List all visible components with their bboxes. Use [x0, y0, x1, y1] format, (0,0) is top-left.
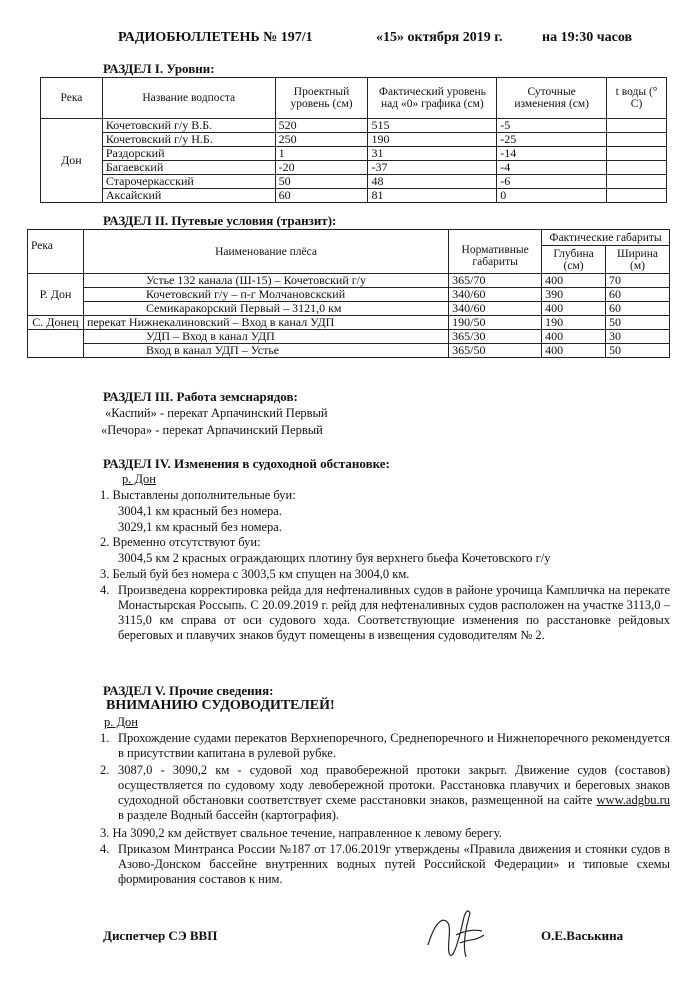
width-cell: 60 — [606, 302, 670, 316]
temp-cell — [607, 175, 667, 189]
bulletin-time: на 19:30 часов — [542, 30, 633, 45]
table-row — [41, 161, 667, 175]
section4-title: РАЗДЕЛ IV. Изменения в судоходной обстановке: — [103, 456, 390, 471]
col-norm: Нормативные габариты — [449, 230, 542, 274]
s5-item-4: Приказом Минтранса России №187 от 17.06.2019г утверждены «Правила движения и стоянки судов в Азово-Донском бассейне внутренних водных путей Российской Федерации» и типовые схемы формирования составов к ним. — [118, 842, 670, 886]
table-row — [28, 274, 670, 288]
s4-item-3: 3. Белый буй без номера с 3003,5 км спущен на 3004,0 км. — [100, 567, 410, 581]
s4-item-1: 1. Выставлены дополнительные буи: — [100, 488, 296, 502]
col-fact: Фактический уровень над «0» графика (см) — [368, 78, 497, 119]
col-reach: Наименование плёса — [83, 230, 448, 274]
fact-cell: 515 — [368, 119, 497, 133]
post-cell: Аксайский — [102, 189, 275, 203]
river-cell: Дон — [41, 119, 103, 203]
s5-item-2-num: 2. — [100, 763, 110, 777]
fact-cell: 48 — [368, 175, 497, 189]
river-cell: С. Донец — [28, 316, 84, 330]
table-row — [41, 119, 667, 133]
proj-cell: 60 — [275, 189, 368, 203]
transit-table — [27, 229, 670, 358]
signer-name: О.Е.Васькина — [541, 928, 624, 943]
change-cell: 0 — [497, 189, 607, 203]
s4-item-1b: 3029,1 км красный без номера. — [118, 520, 282, 534]
change-cell: -5 — [497, 119, 607, 133]
river-label: р. Дон — [104, 715, 138, 729]
levels-table — [40, 77, 667, 203]
transit-header-row — [28, 230, 670, 246]
dispatcher-label: Диспетчер СЭ ВВП — [103, 928, 218, 943]
s5-item-2-text: 3087,0 - 3090,2 км - судовой ход правобережной протоки закрыт. Движение судов (составов) осуществляется по судовому ходу левобережной протоки. Расстановка плавучих и береговых знаков судоходной обстановки соответствует схеме расстановки знаков, размещенной на сайте — [118, 763, 670, 807]
river-cell-empty — [28, 344, 84, 358]
s5-item-1-num: 1. — [100, 731, 110, 745]
post-cell: Кочетовский г/у В.Б. — [102, 119, 275, 133]
change-cell: -14 — [497, 147, 607, 161]
table-row — [41, 189, 667, 203]
width-cell: 50 — [606, 316, 670, 330]
s5-item-4-num: 4. — [100, 842, 110, 856]
section5-river — [104, 715, 138, 730]
col-river: Река — [28, 230, 84, 274]
section2-title: РАЗДЕЛ II. Путевые условия (транзит): — [103, 213, 337, 228]
bulletin-date: «15» октября 2019 г. — [376, 30, 503, 45]
width-cell: 70 — [606, 274, 670, 288]
section4-river — [122, 472, 156, 487]
dredger-line-2: «Печора» - перекат Арпачинский Первый — [101, 423, 323, 437]
table-row — [28, 288, 670, 302]
temp-cell — [607, 133, 667, 147]
col-proj: Проектный уровень (см) — [275, 78, 368, 119]
depth-cell: 400 — [542, 344, 606, 358]
table-row — [41, 175, 667, 189]
fact-cell: 81 — [368, 189, 497, 203]
fact-cell: 190 — [368, 133, 497, 147]
depth-cell: 390 — [542, 288, 606, 302]
col-temp: t воды (° С) — [607, 78, 667, 119]
attention-heading: ВНИМАНИЮ СУДОВОДИТЕЛЕЙ! — [106, 698, 335, 713]
section1-title: РАЗДЕЛ I. Уровни: — [103, 61, 215, 76]
depth-cell: 190 — [542, 316, 606, 330]
reach-cell: УДП – Вход в канал УДП — [83, 330, 448, 344]
proj-cell: 520 — [275, 119, 368, 133]
col-river: Река — [41, 78, 103, 119]
table-row — [41, 133, 667, 147]
s5-item-3: 3. На 3090,2 км действует свальное течение, направленное к левому берегу. — [100, 826, 502, 840]
width-cell: 50 — [606, 344, 670, 358]
levels-header-row — [41, 78, 667, 119]
norm-cell: 365/50 — [449, 344, 542, 358]
change-cell: -6 — [497, 175, 607, 189]
temp-cell — [607, 189, 667, 203]
reach-cell: Устье 132 канала (Ш-15) – Кочетовский г/у — [83, 274, 448, 288]
table-row — [41, 147, 667, 161]
col-width: Ширина (м) — [606, 246, 670, 274]
col-actual: Фактические габариты — [542, 230, 670, 246]
change-cell: -25 — [497, 133, 607, 147]
width-cell: 30 — [606, 330, 670, 344]
s5-item-2 — [118, 763, 670, 823]
change-cell: -4 — [497, 161, 607, 175]
river-label: р. Дон — [122, 472, 156, 486]
fact-cell: 31 — [368, 147, 497, 161]
adgbu-link[interactable]: www.adgbu.ru — [596, 793, 670, 807]
reach-cell: перекат Нижнекалиновский – Вход в канал УДП — [83, 316, 448, 330]
width-cell: 60 — [606, 288, 670, 302]
s4-item-4-num: 4. — [100, 583, 110, 597]
s4-item-2: 2. Временно отсутствуют буи: — [100, 535, 261, 549]
signature — [420, 905, 490, 965]
dredger-line-1: «Каспий» - перекат Арпачинский Первый — [105, 406, 328, 420]
fact-cell: -37 — [368, 161, 497, 175]
table-row — [28, 316, 670, 330]
norm-cell: 365/70 — [449, 274, 542, 288]
col-depth: Глубина (см) — [542, 246, 606, 274]
post-cell: Кочетовский г/у Н.Б. — [102, 133, 275, 147]
temp-cell — [607, 161, 667, 175]
table-row — [28, 302, 670, 316]
norm-cell: 365/30 — [449, 330, 542, 344]
reach-cell: Вход в канал УДП – Устье — [83, 344, 448, 358]
table-row — [28, 344, 670, 358]
river-cell-empty — [28, 330, 84, 344]
s4-item-2a: 3004,5 км 2 красных ограждающих плотину буя верхнего бьефа Кочетовского г/у — [118, 551, 551, 565]
s4-item-1a: 3004,1 км красный без номера. — [118, 504, 282, 518]
bulletin-title: РАДИОБЮЛЛЕТЕНЬ № 197/1 — [118, 30, 313, 45]
post-cell: Раздорский — [102, 147, 275, 161]
post-cell: Багаевский — [102, 161, 275, 175]
reach-cell: Кочетовский г/у – п-г Молчановскский — [83, 288, 448, 302]
temp-cell — [607, 147, 667, 161]
s5-item-2-tail: в разделе Водный бассейн (картография). — [118, 808, 340, 822]
col-post: Название водпоста — [102, 78, 275, 119]
temp-cell — [607, 119, 667, 133]
s4-item-4: Произведена корректировка рейда для нефтеналивных судов в районе урочища Кампличка на перекате Монастырская Россыпь. С 20.09.2019 г. рейд для нефтеналивных судов расположен на участке 3113,0 – 3115,0 км справа от оси судового хода. Соответствующие изменения по расстановке рейдовых береговых и плавучих знаков будут помещены в извещения судоводителям № 2. — [118, 583, 670, 642]
norm-cell: 340/60 — [449, 302, 542, 316]
section5-title: РАЗДЕЛ V. Прочие сведения: — [103, 683, 274, 698]
norm-cell: 190/50 — [449, 316, 542, 330]
depth-cell: 400 — [542, 302, 606, 316]
river-cell: Р. Дон — [28, 274, 84, 316]
section3-title: РАЗДЕЛ III. Работа земснарядов: — [103, 389, 298, 404]
proj-cell: 50 — [275, 175, 368, 189]
post-cell: Старочеркасский — [102, 175, 275, 189]
proj-cell: -20 — [275, 161, 368, 175]
depth-cell: 400 — [542, 274, 606, 288]
proj-cell: 250 — [275, 133, 368, 147]
depth-cell: 400 — [542, 330, 606, 344]
s5-item-1: Прохождение судами перекатов Верхнепоречного, Среднепоречного и Нижнепоречного рекомендуется в присутствии капитана в рулевой рубке. — [118, 731, 670, 760]
col-change: Суточные изменения (см) — [497, 78, 607, 119]
proj-cell: 1 — [275, 147, 368, 161]
reach-cell: Семикаракорский Первый – 3121,0 км — [83, 302, 448, 316]
table-row — [28, 330, 670, 344]
norm-cell: 340/60 — [449, 288, 542, 302]
